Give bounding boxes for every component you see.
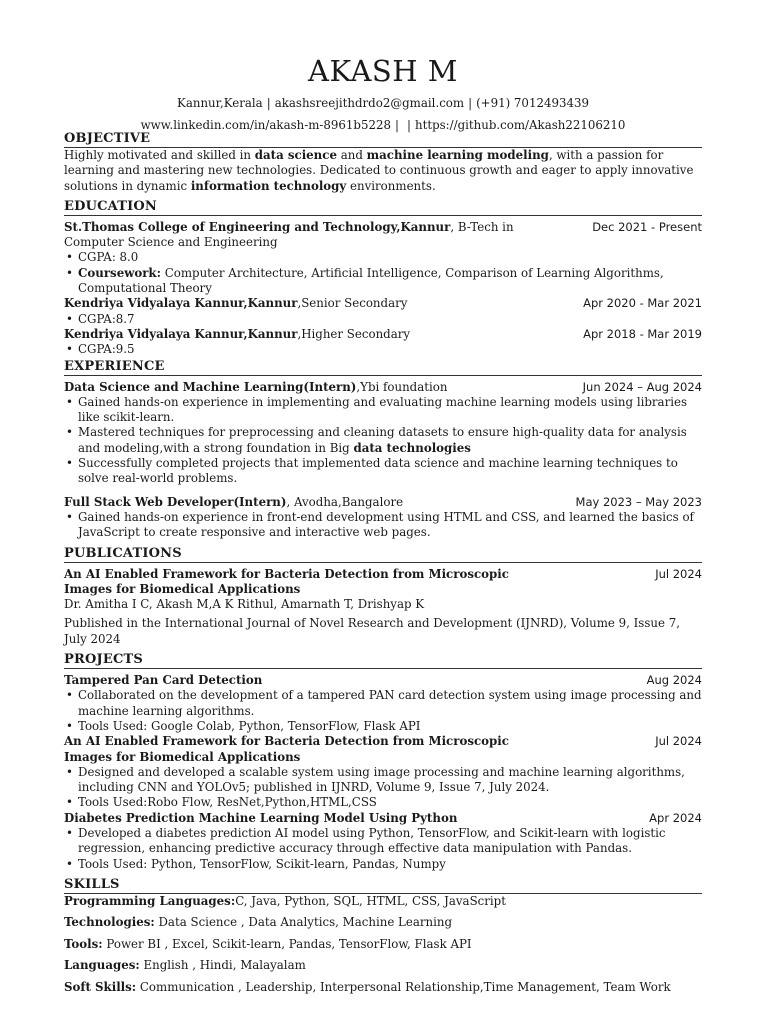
degree: ,Higher Secondary [297,326,411,341]
project-bullets [64,688,702,734]
project-name: An AI Enabled Framework for Bacteria Detection from Microscopic Images for Biomedical Applications [64,734,509,764]
education-details [64,312,702,327]
education-date: Apr 2020 - Mar 2021 [583,296,702,311]
list-item: • Gained hands-on experience in front-end development using HTML and CSS, and learned the basics of JavaScript to create responsive and interactive web pages. [78,510,702,541]
education-details [64,250,702,296]
email-link[interactable]: akashsreejithdrdo2@gmail.com [274,96,465,110]
list-item: • Designed and developed a scalable system using image processing and machine learning algorithms, including CNN and YOLOv5; published in IJNRD, Volume 9, Issue 7, July 2024. [78,765,702,796]
experience-bullets [64,395,702,487]
skill-row: Programming Languages:C, Java, Python, SQL, HTML, CSS, JavaScript [64,893,506,908]
project-entry [64,673,702,688]
skill-row: Languages: English , Hindi, Malayalam [64,958,306,973]
role: Data Science and Machine Learning(Intern) [64,379,357,394]
github-link[interactable]: https://github.com/Akash22106210 [414,118,626,132]
objective-heading: OBJECTIVE [64,130,702,148]
candidate-name: AKASH M [308,54,458,88]
coursework: • Coursework: Computer Architecture, Artificial Intelligence, Comparison of Learning Algorithms, Computational Theory [78,266,702,297]
list-item: • Successfully completed projects that implemented data science and machine learning techniques to solve real-world problems. [78,456,702,487]
education-entry [64,296,702,311]
school-name: St.Thomas College of Engineering and Technology,Kannur [64,219,451,234]
list-item: • Collaborated on the development of a tampered PAN card detection system using image processing and machine learning algorithms. [78,688,702,719]
list-item: • Developed a diabetes prediction AI model using Python, TensorFlow, and Scikit-learn with logistic regression, enhancing predictive accuracy through effective data manipulation with Pandas. [78,826,702,857]
skills-heading: SKILLS [64,876,702,894]
project-entry [64,811,702,826]
project-entry [64,734,702,765]
links-line: www.linkedin.com/in/akash-m-8961b5228 | | https://github.com/Akash22106210 [140,118,626,132]
list-item: • Tools Used:Robo Flow, ResNet,Python,HTML,CSS [78,795,702,810]
organization: ,Ybi foundation [356,379,448,394]
experience-heading: EXPERIENCE [64,358,702,376]
role: Full Stack Web Developer(Intern) [64,494,287,509]
education-details [64,342,702,357]
skill-row: Technologies: Data Science , Data Analytics, Machine Learning [64,915,453,930]
resume-page [64,52,702,1001]
publication-entry [64,567,702,598]
projects-heading: PROJECTS [64,651,702,669]
project-name: Tampered Pan Card Detection [64,673,263,688]
experience-entry [64,495,702,510]
list-item: • Gained hands-on experience in implementing and evaluating machine learning models using libraries like scikit-learn. [78,395,702,426]
project-date: Jul 2024 [655,734,702,749]
experience-date: Jun 2024 – Aug 2024 [582,379,702,394]
education-entry [64,327,702,342]
publication-title: An AI Enabled Framework for Bacteria Detection from Microscopic Images for Biomedical Applications [64,566,509,596]
experience-bullets [64,510,702,541]
publication-authors: Dr. Amitha I C, Akash M,A K Rithul, Amarnath T, Drishyap K [64,597,425,612]
contact-line: Kannur,Kerala | akashsreejithdrdo2@gmail.com | (+91) 7012493439 [177,96,589,110]
experience-entry [64,380,702,395]
degree: , B-Tech in Computer Science and Engineering [64,219,514,250]
education-date: Apr 2018 - Mar 2019 [583,326,702,341]
cgpa: • CGPA:9.5 [78,342,702,357]
objective-text: Highly motivated and skilled in data science and machine learning modeling, with a passion for learning and mastering new technologies. Dedicated to continuous growth and eager to apply innovative solutions in dynamic information technology environments. [64,148,694,193]
education-date: Dec 2021 - Present [592,219,702,234]
skill-row: Tools: Power BI , Excel, Scikit-learn, Pandas, TensorFlow, Flask API [64,936,472,951]
education-heading: EDUCATION [64,198,702,216]
publication-date: Jul 2024 [655,566,702,581]
cgpa: • CGPA:8.7 [78,312,702,327]
degree: ,Senior Secondary [297,296,408,311]
school-name: Kendriya Vidyalaya Kannur,Kannur [64,326,298,341]
project-name: Diabetes Prediction Machine Learning Model Using Python [64,810,458,825]
project-bullets [64,765,702,811]
publication-venue: Published in the International Journal of Novel Research and Development (IJNRD), Volume 9, Issue 7, July 2024 [64,616,680,646]
organization: , Avodha,Bangalore [286,494,404,509]
experience-date: May 2023 – May 2023 [575,494,702,509]
education-entry [64,220,702,251]
school-name: Kendriya Vidyalaya Kannur,Kannur [64,296,298,311]
publications-heading: PUBLICATIONS [64,545,702,563]
cgpa: • CGPA: 8.0 [78,250,702,265]
location: Kannur,Kerala [177,96,263,110]
project-date: Apr 2024 [649,810,702,825]
list-item: • Tools Used: Python, TensorFlow, Scikit-learn, Pandas, Numpy [78,857,702,872]
project-date: Aug 2024 [646,673,702,688]
phone: (+91) 7012493439 [476,96,589,110]
list-item: • Mastered techniques for preprocessing and cleaning datasets to ensure high-quality data for analysis and modeling,with a strong foundation in Big data technologies [78,425,702,456]
skill-row: Soft Skills: Communication , Leadership, Interpersonal Relationship,Time Management, Team Work [64,979,671,994]
list-item: • Tools Used: Google Colab, Python, TensorFlow, Flask API [78,719,702,734]
project-bullets [64,826,702,872]
linkedin-link[interactable]: www.linkedin.com/in/akash-m-8961b5228 [140,118,392,132]
